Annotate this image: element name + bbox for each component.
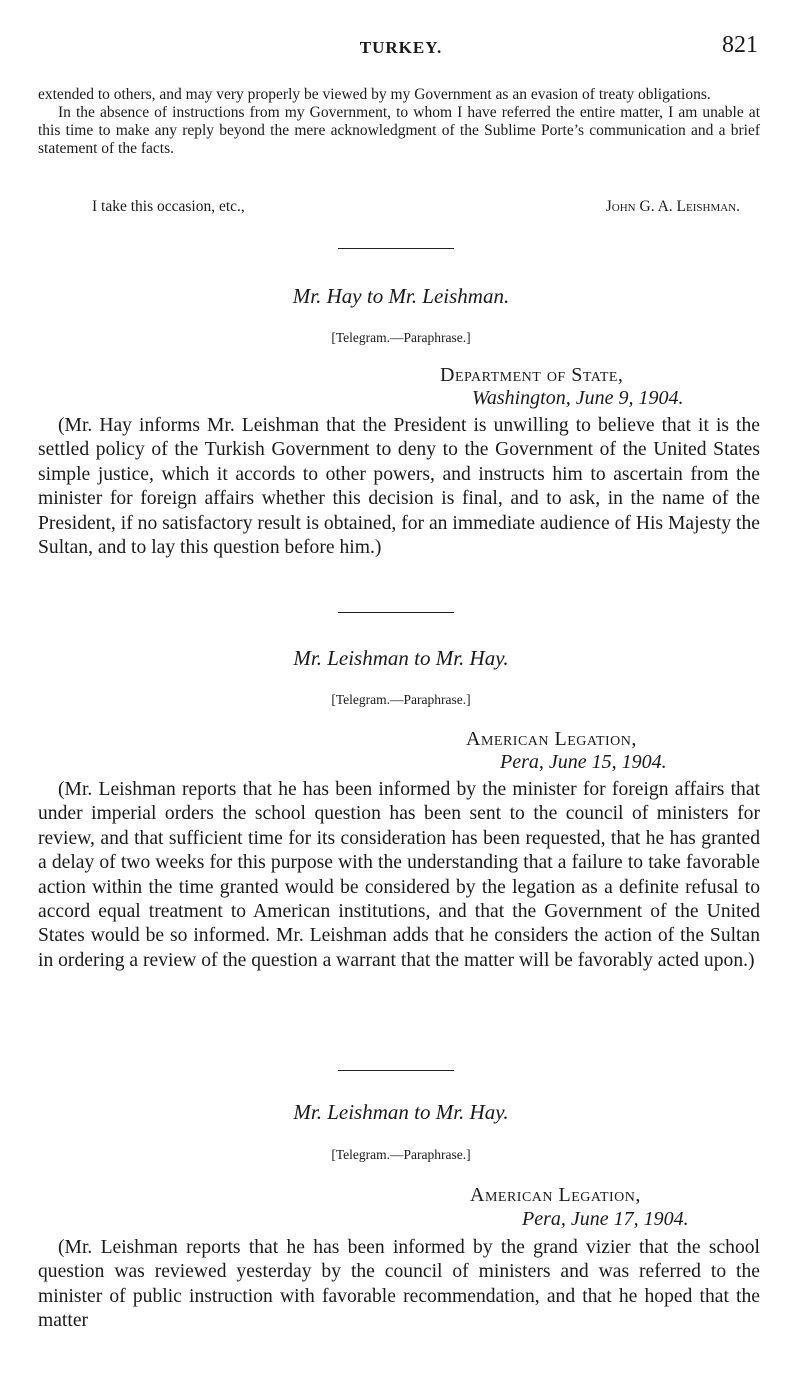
telegram-note: [Telegram.—Paraphrase.] bbox=[331, 1147, 471, 1162]
place-date: Pera, June 17, 1904. bbox=[522, 1208, 689, 1230]
section-heading: Mr. Hay to Mr. Leishman. bbox=[292, 284, 510, 308]
telegram-note: [Telegram.—Paraphrase.] bbox=[331, 692, 471, 707]
place-date: Washington, June 9, 1904. bbox=[472, 387, 684, 409]
page-number: 821 bbox=[722, 32, 758, 58]
message-body bbox=[38, 414, 760, 560]
intro-text bbox=[38, 86, 760, 158]
closing-phrase: I take this occasion, etc., bbox=[92, 198, 245, 215]
sender-office: American Legation, bbox=[466, 728, 637, 750]
intro-paragraph: In the absence of instructions from my Government, to whom I have referred the entire matter, I am unable at this time to make any reply beyond the mere acknowledgment of the Sublime Porte’s communication and a brief statement of the facts. bbox=[38, 104, 760, 157]
message-body bbox=[38, 778, 760, 973]
telegram-note: [Telegram.—Paraphrase.] bbox=[331, 330, 471, 345]
intro-paragraph: extended to others, and may very properly be viewed by my Government as an evasion of treaty obligations. bbox=[38, 86, 711, 103]
section-heading: Mr. Leishman to Mr. Hay. bbox=[293, 646, 509, 670]
message-paragraph: (Mr. Leishman reports that he has been informed by the grand vizier that the school question was reviewed yesterday by the council of ministers and was referred to the minister of public instruction with favorable recommendation, and that he hoped that the matter bbox=[38, 1237, 760, 1332]
message-paragraph: (Mr. Leishman reports that he has been informed by the minister for foreign affairs that under imperial orders the school question has been sent to the council of ministers for review, and that sufficient time for its consideration has been requested, that he has granted a delay of two weeks for this purpose with the understanding that a failure to take favorable action within the time granted would be considered by the legation as a definite refusal to accord equal treatment to American institutions, and that the Government of the United States would be so informed. Mr. Leishman adds that he considers the action of the Sultan in ordering a review of the question a warrant that the matter will be favorably acted upon.) bbox=[38, 779, 760, 971]
message-paragraph: (Mr. Hay informs Mr. Leishman that the President is unwilling to believe that it is the settled policy of the Turkish Government to deny to the Government of the United States simple justice, which it accords to other powers, and instructs him to ascertain from the minister for foreign affairs whether this decision is final, and to ask, in the name of the President, if no satisfactory result is obtained, for an immediate audience of His Majesty the Sultan, and to lay this question before him.) bbox=[38, 415, 760, 559]
sender-office: American Legation, bbox=[470, 1184, 641, 1206]
section-divider bbox=[338, 1070, 454, 1071]
running-header: TURKEY. bbox=[359, 38, 443, 57]
message-body bbox=[38, 1236, 760, 1334]
section-divider bbox=[338, 248, 454, 249]
signature: John G. A. Leishman. bbox=[605, 198, 740, 215]
place-date: Pera, June 15, 1904. bbox=[500, 751, 667, 773]
section-divider bbox=[338, 612, 454, 613]
sender-office: Department of State, bbox=[440, 364, 624, 386]
section-heading: Mr. Leishman to Mr. Hay. bbox=[293, 1100, 509, 1124]
